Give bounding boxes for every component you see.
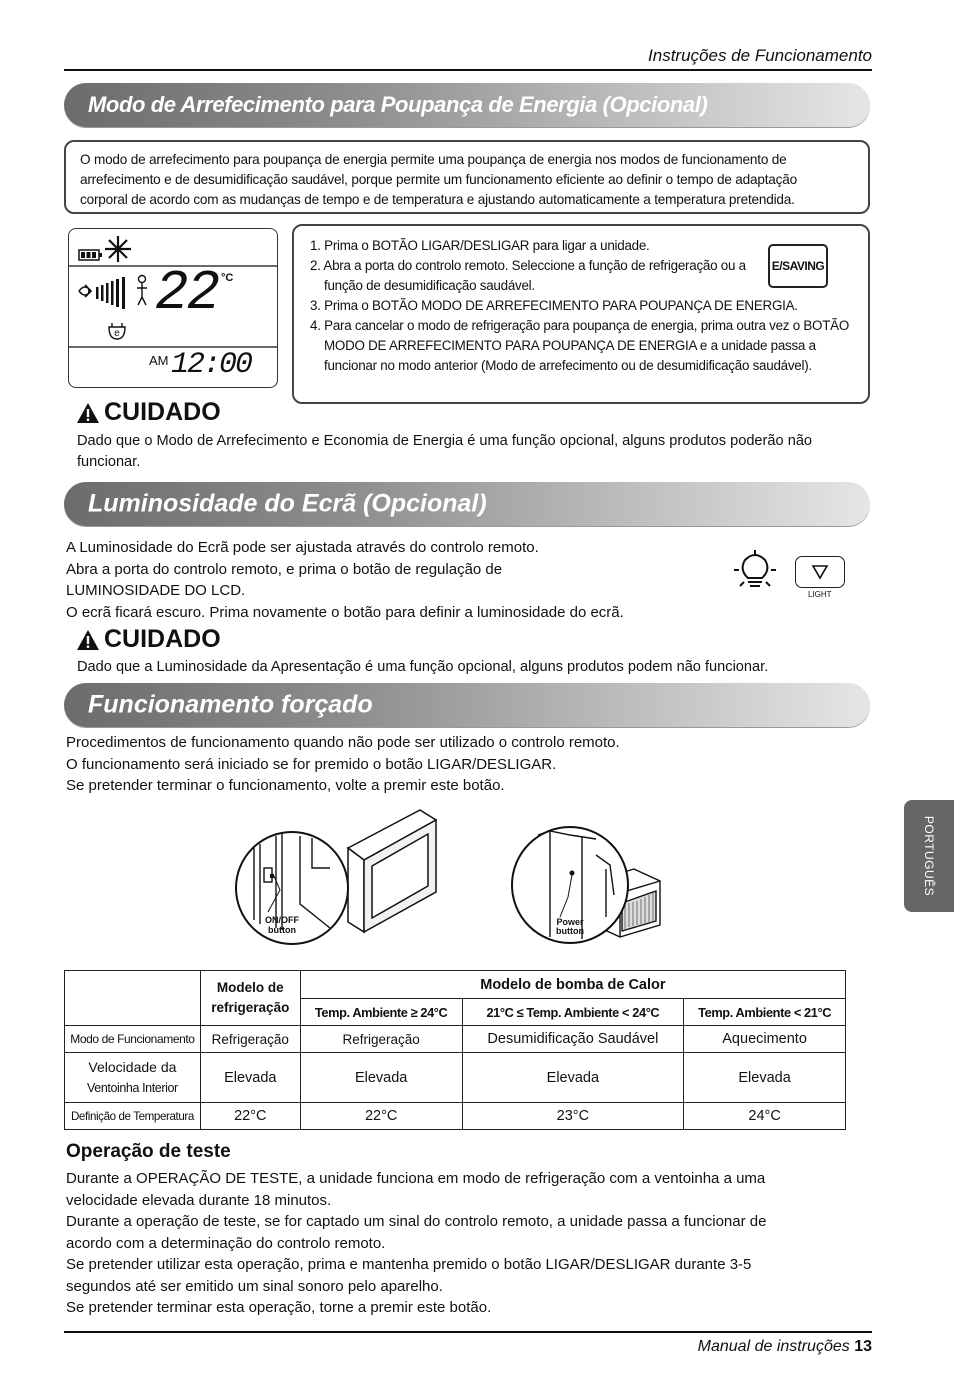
triangle-down-icon <box>796 557 844 587</box>
running-header: Instruções de Funcionamento <box>648 46 872 65</box>
caution-text-luminosity: Dado que a Luminosidade da Apresentação é uma função opcional, alguns produtos podem não funcionar. <box>77 659 769 675</box>
caution-text-energy: Dado que o Modo de Arrefecimento e Economia de Energia é uma função opcional, alguns produtos poderão não funcionar. <box>77 433 813 470</box>
text-line: Durante a operação de teste, se for captado um sinal do controlo remoto, a unidade passa a funcionar de <box>66 1213 767 1230</box>
text-line: A Luminosidade do Ecrã pode ser ajustada através do controlo remoto. <box>66 539 539 556</box>
row-label: Modo de Funcionamento <box>65 1026 201 1053</box>
section-banner-forced <box>64 683 870 727</box>
intro-line: O modo de arrefecimento para poupança de energia permite uma poupança de energia nos modos de funcionamento de <box>80 152 787 167</box>
lcd-temperature: 22 <box>155 261 219 325</box>
text-line: O funcionamento será iniciado se for premido o botão LIGAR/DESLIGAR. <box>66 755 557 773</box>
text-line: segundos até ser emitido um sinal sonoro pelo aparelho. <box>66 1277 443 1295</box>
text-line: Procedimentos de funcionamento quando não pode ser utilizado o controlo remoto. <box>66 734 620 751</box>
header-rule <box>64 69 872 71</box>
table-cell: Elevada <box>684 1053 846 1103</box>
language-tab-label: PORTUGUÊS <box>922 815 936 897</box>
page-number: 13 <box>854 1338 872 1355</box>
footer-text: Manual de instruções <box>697 1338 850 1355</box>
e-saving-button: E/SAVING <box>768 244 828 288</box>
step-item: 1. Prima o BOTÃO LIGAR/DESLIGAR para ligar a unidade. <box>310 238 650 253</box>
energy-saving-steps-box <box>292 224 870 404</box>
table-cell: Desumidificação Saudável <box>462 1026 684 1053</box>
text-line: Se pretender terminar esta operação, torne a premir este botão. <box>66 1299 492 1316</box>
power-button-caption: Power button <box>556 917 584 936</box>
table-row <box>65 1026 846 1053</box>
energy-saving-intro-box <box>64 140 870 214</box>
row-label: Definição de Temperatura <box>65 1103 201 1130</box>
body-sense-icon <box>137 276 147 306</box>
table-cell: 24°C <box>684 1103 846 1130</box>
snowflake-icon <box>105 236 131 262</box>
lcd-temp-unit: °C <box>221 272 234 284</box>
caution-heading-luminosity: CUIDADO <box>76 625 221 654</box>
table-cell: Elevada <box>200 1053 300 1103</box>
table-cell: Refrigeração <box>200 1026 300 1053</box>
table-subheader: 21°C ≤ Temp. Ambiente < 24°C <box>462 999 684 1026</box>
text-line: Abra a porta do controlo remoto, e prima o botão de regulação de <box>66 560 503 578</box>
footer <box>698 1338 872 1356</box>
language-tab <box>904 800 954 912</box>
text-line: Se pretender utilizar esta operação, prima e mantenha premido o botão LIGAR/DESLIGAR durante 3-5 <box>66 1256 752 1273</box>
e-symbol: e <box>114 328 120 339</box>
text-line: Durante a OPERAÇÃO DE TESTE, a unidade funciona em modo de refrigeração com a ventoinha a uma <box>66 1170 766 1187</box>
table-cell: 23°C <box>462 1103 684 1130</box>
intro-line: corporal de acordo com as mudanças de tempo e de temperatura e ajustando automaticamente a temperatura pretendida. <box>80 192 795 207</box>
table-row <box>65 1053 846 1103</box>
section-title: Funcionamento forçado <box>88 690 373 719</box>
light-button <box>795 556 845 588</box>
fan-speed-icon <box>79 277 125 309</box>
section-title: Luminosidade do Ecrã (Opcional) <box>88 489 487 518</box>
section-banner-luminosity <box>64 482 870 526</box>
warning-icon <box>76 629 100 651</box>
table-header-cooling: Modelo de refrigeração <box>200 971 300 1026</box>
step-item: 3. Prima o BOTÃO MODO DE ARREFECIMENTO PARA POUPANÇA DE ENERGIA. <box>310 298 798 313</box>
section-banner-energy-saving <box>64 83 870 127</box>
text-line: Se pretender terminar o funcionamento, volte a premir este botão. <box>66 777 505 794</box>
table-row <box>65 1103 846 1130</box>
remote-lcd-display <box>68 228 278 388</box>
test-operation-title: Operação de teste <box>66 1141 231 1162</box>
table-cell: Refrigeração <box>300 1026 462 1053</box>
battery-icon <box>79 250 102 260</box>
table-cell: 22°C <box>300 1103 462 1130</box>
section-title: Modo de Arrefecimento para Poupança de Energia (Opcional) <box>88 92 708 117</box>
lcd-time: 12:00 <box>171 348 252 382</box>
forced-paragraph <box>66 732 870 797</box>
row-label: Velocidade da Ventoinha Interior <box>65 1053 201 1103</box>
table-header-heatpump: Modelo de bomba de Calor <box>300 971 845 999</box>
table-cell: Elevada <box>462 1053 684 1103</box>
text-line: acordo com a determinação do controlo remoto. <box>66 1234 386 1252</box>
table-subheader: Temp. Ambiente ≥ 24°C <box>300 999 462 1026</box>
intro-line: arrefecimento e de desumidificação saudável, porque permite um funcionamento eficiente ao definir o tempo de adaptação <box>80 172 797 187</box>
table-subheader: Temp. Ambiente < 21°C <box>684 999 846 1026</box>
caution-heading-energy: CUIDADO <box>76 398 221 427</box>
table-cell: Elevada <box>300 1053 462 1103</box>
text-line: LUMINOSIDADE DO LCD. <box>66 582 246 599</box>
step-item: 4. Para cancelar o modo de refrigeração para poupança de energia, prima outra vez o BOTÃO MODO DE ARREFECIMENTO PARA POUPANÇA DE ENERGIA e a unidade passa a funcionar no modo anterior (Modo de arrefecimento ou de desumidificação saudável). <box>310 318 849 373</box>
table-corner-cell <box>65 971 201 1026</box>
table-cell: Aquecimento <box>684 1026 846 1053</box>
table-cell: 22°C <box>200 1103 300 1130</box>
operation-spec-table <box>64 970 846 1130</box>
step-item: 2. Abra a porta do controlo remoto. Seleccione a função de refrigeração ou a função de desumidificação saudável. <box>310 258 746 293</box>
text-line: velocidade elevada durante 18 minutos. <box>66 1191 332 1209</box>
onoff-button-caption: ON/OFF button <box>265 915 299 935</box>
text-line: O ecrã ficará escuro. Prima novamente o botão para definir a luminosidade do ecrã. <box>66 603 624 621</box>
lcd-am: AM <box>149 353 169 368</box>
warning-icon <box>76 402 100 424</box>
light-bulb-icon <box>730 548 780 596</box>
light-button-label: LIGHT <box>808 590 832 599</box>
footer-rule <box>64 1331 872 1333</box>
test-operation-paragraph <box>66 1168 870 1319</box>
